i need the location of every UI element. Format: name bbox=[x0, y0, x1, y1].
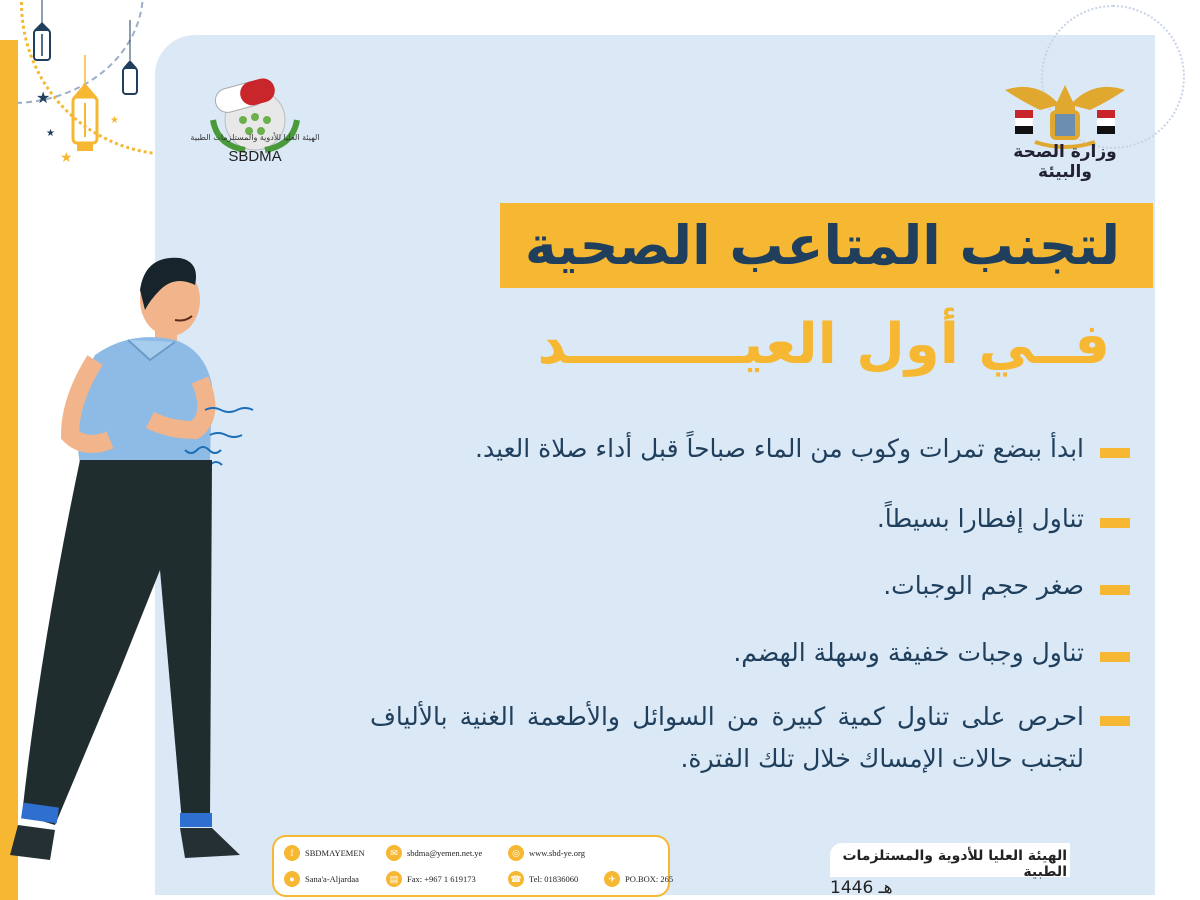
authority-name: الهيئة العليا للأدوية والمستلزمات الطبية bbox=[842, 848, 1067, 880]
phone-number: Tel: 01836060 bbox=[529, 874, 579, 884]
org-full-name: الهيئة العليا للأدوية والمستلزمات الطبية bbox=[190, 133, 320, 142]
star-icon: ★ bbox=[110, 115, 119, 126]
location-icon: ● bbox=[284, 871, 300, 887]
contact-footer bbox=[272, 835, 674, 897]
org-short-name: SBDMA bbox=[228, 148, 282, 165]
fax-number: Fax: +967 1 619173 bbox=[407, 874, 476, 884]
pobox-text: PO.BOX: 265 bbox=[625, 874, 674, 884]
hijri-year: 1446 هـ bbox=[830, 878, 893, 898]
tip-text: تناول إفطارا بسيطاً. bbox=[876, 504, 1084, 533]
bullet-marker bbox=[1100, 716, 1130, 726]
phone-contact[interactable] bbox=[508, 871, 578, 887]
list-item bbox=[370, 498, 1130, 565]
tip-text: صغر حجم الوجبات. bbox=[883, 571, 1084, 600]
star-icon: ★ bbox=[36, 88, 51, 107]
ministry-name: وزارة الصحة والبيئة bbox=[1013, 142, 1117, 182]
facebook-icon: f bbox=[284, 845, 300, 861]
man-with-stomachache-illustration bbox=[0, 250, 280, 870]
bullet-marker bbox=[1100, 585, 1130, 595]
tips-list bbox=[370, 428, 1130, 780]
website-contact[interactable] bbox=[508, 845, 585, 861]
star-icon: ★ bbox=[60, 150, 73, 166]
mailbox-icon: ✈ bbox=[604, 871, 620, 887]
list-item bbox=[370, 428, 1130, 498]
facebook-handle: SBDMAYEMEN bbox=[305, 848, 365, 858]
location-contact bbox=[284, 871, 359, 887]
email-address: sbdma@yemen.net.ye bbox=[407, 848, 483, 858]
page-subtitle: فــي أول العيـــــــــد bbox=[537, 312, 1110, 377]
list-item bbox=[370, 696, 1130, 780]
tip-text: احرص على تناول كمية كبيرة من السوائل والأطعمة الغنية بالألياف لتجنب حالات الإمساك خلال تلك الفترة. bbox=[370, 702, 1084, 773]
pobox-contact bbox=[604, 871, 673, 887]
email-contact[interactable] bbox=[386, 845, 482, 861]
bullet-marker bbox=[1100, 652, 1130, 662]
bullet-marker bbox=[1100, 448, 1130, 458]
website-url: www.sbd-ye.org bbox=[529, 848, 585, 858]
facebook-contact[interactable] bbox=[284, 845, 365, 861]
page-title: لتجنب المتاعب الصحية bbox=[524, 214, 1120, 277]
lantern-icon bbox=[30, 0, 54, 75]
fax-icon: ▤ bbox=[386, 871, 402, 887]
star-icon: ★ bbox=[46, 128, 55, 139]
tip-text: تناول وجبات خفيفة وسهلة الهضم. bbox=[733, 638, 1084, 667]
fax-contact bbox=[386, 871, 476, 887]
lantern-icon bbox=[118, 20, 142, 100]
lantern-icon bbox=[65, 55, 105, 165]
email-icon: ✉ bbox=[386, 845, 402, 861]
location-text: Sana'a-Aljardaa bbox=[305, 874, 359, 884]
bullet-marker bbox=[1100, 518, 1130, 528]
tip-text: ابدأ ببضع تمرات وكوب من الماء صباحاً قبل أداء صلاة العيد. bbox=[475, 434, 1084, 463]
globe-icon: ◎ bbox=[508, 845, 524, 861]
phone-icon: ☎ bbox=[508, 871, 524, 887]
list-item bbox=[370, 565, 1130, 632]
list-item bbox=[370, 632, 1130, 696]
